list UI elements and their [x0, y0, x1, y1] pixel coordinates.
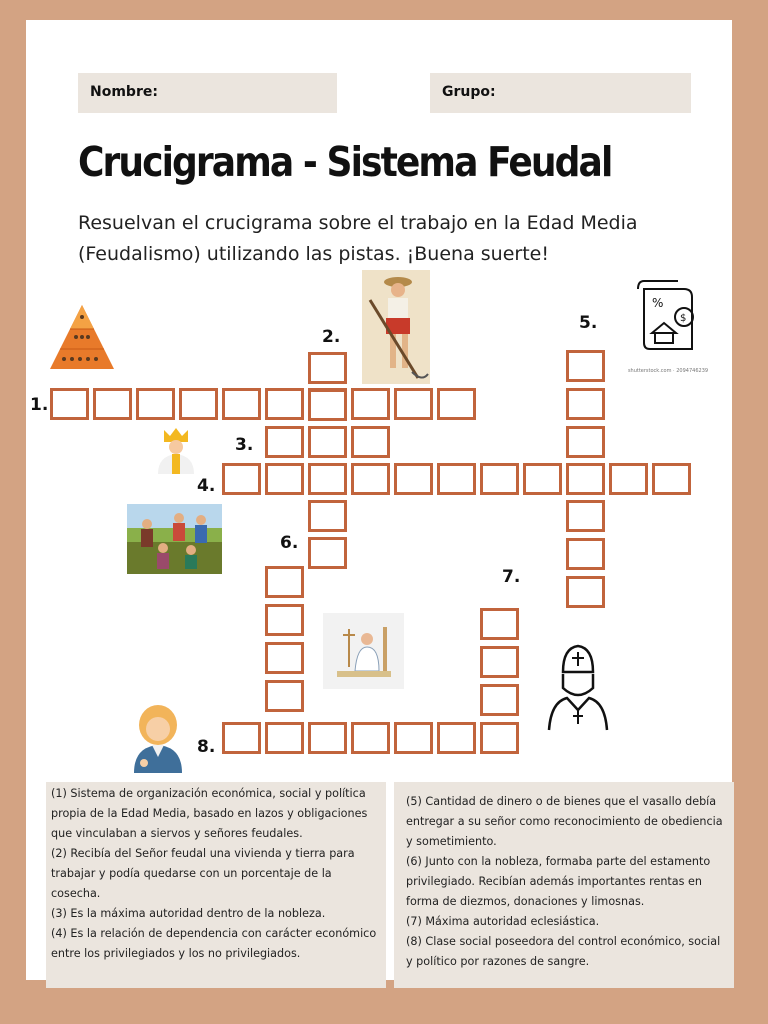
crossword-cell-4[interactable] [265, 463, 304, 495]
crossword-cell-1[interactable] [50, 388, 89, 420]
bishop-icon [545, 644, 611, 732]
crossword-cell-1[interactable] [351, 388, 390, 420]
priest-icon [323, 613, 404, 689]
crossword-cell-8[interactable] [351, 722, 390, 754]
crossword-cell-8[interactable] [265, 722, 304, 754]
king-icon [156, 428, 196, 474]
farmer-icon [362, 270, 430, 384]
crossword-cell-2[interactable] [308, 426, 347, 458]
group-label: Grupo: [442, 84, 496, 100]
crossword-cell-5[interactable] [566, 388, 605, 420]
crossword-cell-3[interactable] [265, 426, 304, 458]
svg-text:%: % [652, 296, 664, 310]
clue-4: (4) Es la relación de dependencia con carácter económico entre los privilegiados y los no privilegiados. [51, 927, 377, 960]
clue-number-6: 6. [280, 533, 299, 553]
group-field[interactable] [430, 73, 691, 113]
tax-document-icon [622, 277, 714, 374]
name-field[interactable] [78, 73, 337, 113]
crossword-cell-6[interactable] [265, 680, 304, 712]
crossword-cell-2[interactable] [308, 537, 347, 569]
svg-text:$: $ [680, 313, 687, 324]
crossword-cell-8[interactable] [394, 722, 433, 754]
crossword-cell-4[interactable] [480, 463, 519, 495]
name-label: Nombre: [90, 84, 158, 100]
crossword-cell-7[interactable] [480, 646, 519, 678]
crossword-cell-8[interactable] [480, 722, 519, 754]
crossword-cell-8[interactable] [308, 722, 347, 754]
crossword-cell-6[interactable] [265, 642, 304, 674]
crossword-cell-4[interactable] [437, 463, 476, 495]
crossword-cell-5[interactable] [566, 426, 605, 458]
clue-5: (5) Cantidad de dinero o de bienes que el vasallo debía entregar a su señor como reconocimiento de obediencia y sometimiento. [406, 795, 723, 848]
crossword-cell-2[interactable] [308, 389, 347, 421]
crossword-cell-7[interactable] [480, 684, 519, 716]
crossword-cell-4[interactable] [609, 463, 648, 495]
crossword-cell-4[interactable] [566, 463, 605, 495]
crossword-cell-4[interactable] [523, 463, 562, 495]
crossword-cell-1[interactable] [437, 388, 476, 420]
crossword-cell-3[interactable] [351, 426, 390, 458]
peasants-icon [127, 504, 222, 574]
clues-right-panel [394, 782, 734, 988]
clue-3: (3) Es la máxima autoridad dentro de la nobleza. [51, 907, 326, 920]
clue-2: (2) Recibía del Señor feudal una vivienda y tierra para trabajar y podía quedarse con un porcentaje de la cosecha. [51, 847, 355, 900]
crossword-cell-8[interactable] [437, 722, 476, 754]
clue-8: (8) Clase social poseedora del control económico, social y político por razones de sangre. [406, 935, 721, 968]
crossword-cell-2[interactable] [308, 352, 347, 384]
clue-1: (1) Sistema de organización económica, social y política propia de la Edad Media, basado en lazos y obligaciones que vinculaban a siervos y señores feudales. [51, 787, 368, 840]
clue-number-3: 3. [235, 435, 254, 455]
crossword-cell-4[interactable] [308, 463, 347, 495]
crossword-cell-2[interactable] [308, 500, 347, 532]
clue-6: (6) Junto con la nobleza, formaba parte del estamento privilegiado. Recibían además importantes rentas en forma de diezmos, donaciones y limosnas. [406, 855, 711, 908]
clues-left-panel [46, 782, 386, 988]
clue-number-2: 2. [322, 327, 341, 347]
pyramid-icon [48, 303, 116, 371]
crossword-cell-4[interactable] [222, 463, 261, 495]
clue-number-5: 5. [579, 313, 598, 333]
crossword-cell-4[interactable] [652, 463, 691, 495]
crossword-cell-1[interactable] [93, 388, 132, 420]
crossword-cell-1[interactable] [265, 388, 304, 420]
instructions: Resuelvan el crucigrama sobre el trabajo en la Edad Media (Feudalismo) utilizando las pistas. ¡Buena suerte! [78, 212, 638, 265]
crossword-cell-1[interactable] [179, 388, 218, 420]
crossword-cell-4[interactable] [351, 463, 390, 495]
clue-number-1: 1. [30, 395, 49, 415]
crossword-cell-6[interactable] [265, 604, 304, 636]
crossword-cell-5[interactable] [566, 538, 605, 570]
crossword-cell-4[interactable] [394, 463, 433, 495]
clue-number-4: 4. [197, 476, 216, 496]
crossword-cell-1[interactable] [394, 388, 433, 420]
crossword-cell-6[interactable] [265, 566, 304, 598]
image-credit: shutterstock.com · 2094746239 [627, 368, 709, 374]
crossword-cell-1[interactable] [136, 388, 175, 420]
crossword-cell-5[interactable] [566, 576, 605, 608]
crossword-cell-1[interactable] [222, 388, 261, 420]
crossword-cell-5[interactable] [566, 350, 605, 382]
clue-7: (7) Máxima autoridad eclesiástica. [406, 915, 600, 928]
page-title: Crucigrama - Sistema Feudal [78, 138, 612, 186]
clue-number-8: 8. [197, 737, 216, 757]
crossword-cell-5[interactable] [566, 500, 605, 532]
crossword-cell-8[interactable] [222, 722, 261, 754]
crossword-cell-7[interactable] [480, 608, 519, 640]
clue-number-7: 7. [502, 567, 521, 587]
noble-icon [130, 703, 186, 773]
